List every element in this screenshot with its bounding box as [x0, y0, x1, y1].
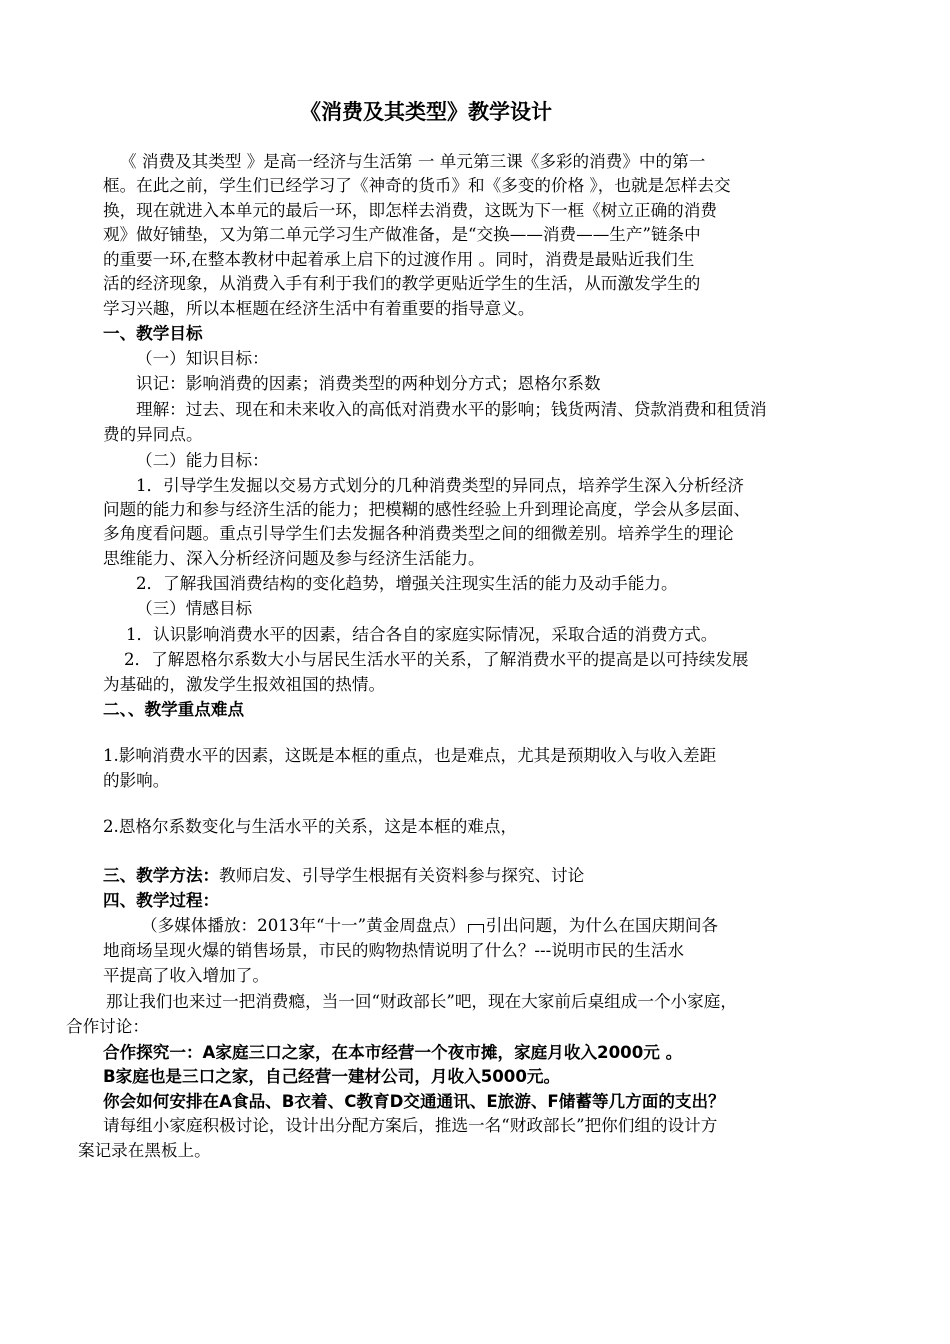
subheading-ability: （二）能力目标： — [136, 451, 269, 470]
emotion-line: 1．认识影响消费水平的因素，结合各自的家庭实际情况，采取合适的消费方式。 — [126, 625, 718, 644]
ability-line: 2．了解我国消费结构的变化趋势，增强关注现实生活的能力及动手能力。 — [136, 574, 678, 593]
section-heading-objectives: 一、教学目标 — [103, 324, 203, 343]
understand-line: 费的异同点。 — [103, 425, 203, 444]
subheading-emotion: （三）情感目标 — [136, 599, 253, 618]
methods-text: 教师启发、引导学生根据有关资料参与探究、讨论 — [219, 866, 585, 885]
intro-line: 框。在此之前，学生们已经学习了《神奇的货币》和《多变的价格 》，也就是怎样去交 — [103, 176, 731, 195]
process-line: 合作讨论： — [66, 1017, 149, 1036]
intro-line: 活的经济现象，从消费入手有利于我们的教学更贴近学生的生活，从而激发学生的 — [103, 274, 701, 293]
process-line: 地商场呈现火爆的销售场景，市民的购物热情说明了什么？---说明市民的生活水 — [103, 941, 685, 960]
coop-question-2: B家庭也是三口之家，自己经营一建材公司，月收入5000元。 — [103, 1067, 561, 1086]
process-line: 请每组小家庭积极讨论，设计出分配方案后，推选一名“财政部长”把你们组的设计方 — [103, 1116, 718, 1135]
emotion-line: 为基础的，激发学生报效祖国的热情。 — [103, 675, 386, 694]
section-heading-process: 四、教学过程： — [103, 891, 220, 910]
section-heading-methods: 三、教学方法： — [103, 866, 220, 885]
keypoint-line: 的影响。 — [103, 771, 170, 790]
ability-line: 1．引导学生发掘以交易方式划分的几种消费类型的异同点，培养学生深入分析经济 — [136, 476, 744, 495]
process-line: 那让我们也来过一把消费瘾，当一回“财政部长”吧，现在大家前后桌组成一个小家庭， — [106, 992, 737, 1011]
coop-question-1: 合作探究一：A家庭三口之家，在本市经营一个夜市摊，家庭月收入2000元 。 — [103, 1043, 683, 1062]
question-intro: 引出问题，为什么在国庆期间各 — [485, 916, 719, 935]
emotion-line: 2．了解恩格尔系数大小与居民生活水平的关系，了解消费水平的提高是以可持续发展 — [124, 650, 749, 669]
keypoint-line: 2.恩格尔系数变化与生活水平的关系，这是本框的难点， — [103, 817, 518, 836]
coop-question-3: 你会如何安排在A食品、B衣着、C教育D交通通讯、E旅游、F储蓄等几方面的支出？ — [103, 1092, 725, 1111]
keypoint-line: 1.影响消费水平的因素，这既是本框的重点，也是难点，尤其是预期收入与收入差距 — [103, 746, 717, 765]
intro-line: 学习兴趣，所以本框题在经济生活中有着重要的指导意义。 — [103, 299, 535, 318]
methods-row — [103, 864, 584, 888]
multimedia-note: （多媒体播放：2013年“十一”黄金周盘点） — [141, 916, 466, 935]
document-title: 《消费及其类型》教学设计 — [300, 100, 552, 124]
intro-line: 的重要一环,在整本教材中起着承上启下的过渡作用 。同时，消费是最贴近我们生 — [103, 250, 695, 269]
bracket-mark — [468, 924, 484, 933]
section-heading-keypoints: 二、、教学重点难点 — [103, 700, 245, 719]
subheading-knowledge: （一）知识目标： — [136, 349, 269, 368]
ability-line: 思维能力、深入分析经济问题及参与经济生活能力。 — [103, 549, 485, 568]
process-line: 平提高了收入增加了。 — [103, 966, 269, 985]
ability-line: 多角度看问题。重点引导学生们去发掘各种消费类型之间的细微差别。培养学生的理论 — [103, 524, 734, 543]
recall-line: 识记：影响消费的因素；消费类型的两种划分方式；恩格尔系数 — [136, 374, 601, 393]
intro-line: 《 消费及其类型 》是高一经济与生活第 一 单元第三课《多彩的消费》中的第一 — [120, 152, 706, 171]
process-line — [141, 914, 718, 938]
intro-line: 观》做好铺垫，又为第二单元学习生产做准备，是“交换——消费——生产”链条中 — [103, 225, 701, 244]
process-line: 案记录在黑板上。 — [78, 1141, 211, 1160]
understand-line: 理解：过去、现在和未来收入的高低对消费水平的影响；钱货两清、贷款消费和租赁消 — [136, 400, 767, 419]
ability-line: 问题的能力和参与经济生活的能力；把模糊的感性经验上升到理论高度，学会从多层面、 — [103, 500, 751, 519]
intro-line: 换，现在就进入本单元的最后一环，即怎样去消费，这既为下一框《树立正确的消费 — [103, 201, 717, 220]
